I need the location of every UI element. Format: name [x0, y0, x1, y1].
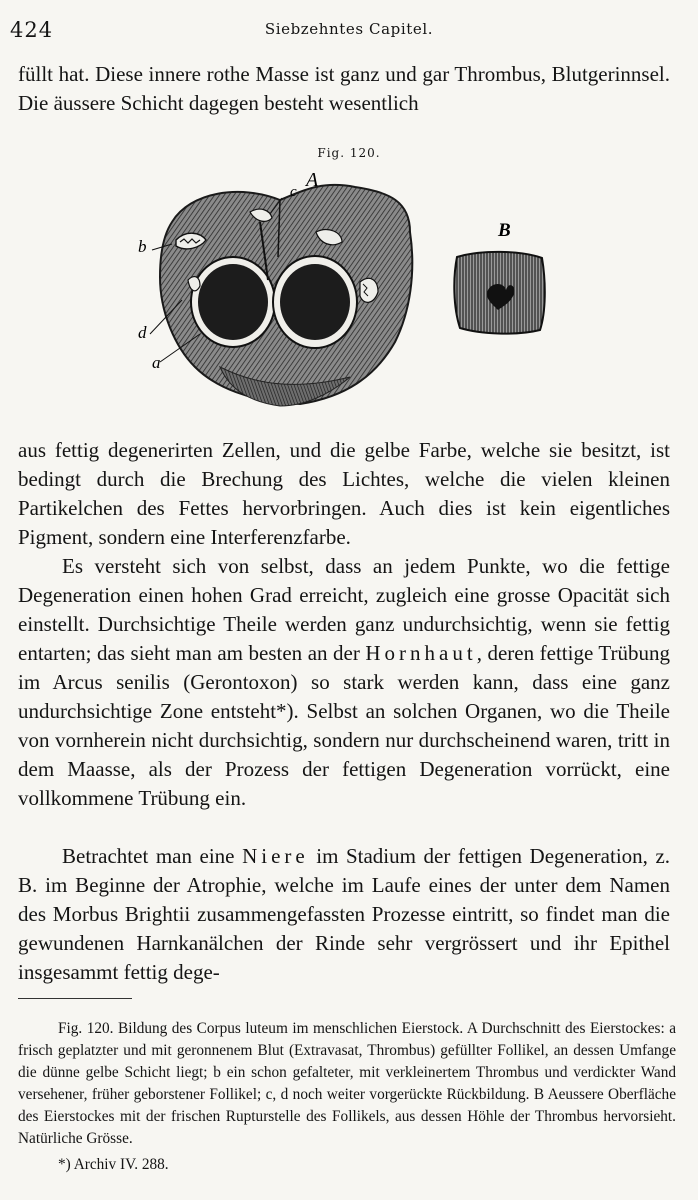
emphasis-hornhaut: Hornhaut [365, 641, 477, 665]
paragraph-1: füllt hat. Diese innere rothe Masse ist ganz und gar Thrombus, Blutgerinnsel. Die äussere Schicht dagegen besteht wesentlich [18, 62, 670, 115]
paragraph-4 [18, 842, 670, 987]
label-B: B [498, 220, 511, 241]
label-a: a [152, 353, 161, 372]
paragraph-3-text-2: , deren fettige Trübung im Arcus senilis (Gerontoxon) so stark werden kann, dass eine ganz undurchsichtige Zone entsteht*). Selbst an solchen Organen, wo die Theile von vornherein nicht durchsichtig, sondern nur durchscheinend waren, tritt in dem Maasse, als der Prozess der fettigen Degeneration vorrückt, eine vollkommene Trübung ein. [18, 641, 671, 810]
page-header [10, 12, 688, 42]
emphasis-niere: Niere [242, 844, 309, 868]
paragraph-4-text-1: Betrachtet man eine [62, 844, 235, 868]
figure-caption: Fig. 120. Bildung des Corpus luteum im menschlichen Eierstock. A Durchschnitt des Eierstockes: a frisch geplatzter und mit geronnenem Blut (Extravasat, Thrombus) gefüllter Follikel, an dessen Umfange die dünne gelbe Schicht liegt; b ein schon gefalteter, mit verkleinertem Thrombus und verdickter Wand versehener, früher geborstener Follikel; c, d noch weiter vorgerückte Rückbildung. B Aeussere Oberfläche des Eierstockes mit der frischen Rupturstelle des Follikels, aus dessen Höhle der Thrombus hervorsieht. Natürliche Grösse. [18, 1020, 676, 1147]
figure-120 [0, 140, 698, 430]
label-c: c [290, 184, 297, 200]
running-title: Siebzehntes Capitel. [264, 20, 434, 38]
page-number: 424 [10, 18, 54, 42]
ovary-illustration [120, 162, 560, 412]
footnote: *) Archiv IV. 288. [58, 1156, 169, 1173]
paragraph-3-text-1: Es versteht sich von selbst, dass an jedem Punkte, wo die fettige Degeneration einen hohen Grad erreicht, zugleich eine grosse Opacität sich einstellt. Durchsichtige Theile werden ganz undurchsichtig, wenn sie fettig entarten; das sieht man am besten an der [18, 554, 670, 665]
figure-label: Fig. 120. [317, 146, 381, 160]
paragraph-3 [18, 552, 670, 813]
footnote-divider [18, 998, 132, 999]
paragraph-4-text-2: im Stadium der fettigen Degeneration, z. B. im Beginne der Atrophie, welche im Laufe eines der unter dem Namen des Morbus Brightii zusammengefassten Prozesse eintritt, so findet man die gewundenen Harnkanälchen der Rinde sehr vergrössert und ihr Epithel insgesammt fettig dege- [18, 844, 671, 984]
label-d: d [138, 323, 147, 342]
paragraph-2: aus fettig degenerirten Zellen, und die gelbe Farbe, welche sie besitzt, ist bedingt durch die Brechung des Lichtes, welche die vielen kleinen Partikelchen des Fettes hervorbringen. Auch dies ist kein eigentliches Pigment, sondern eine Interferenzfarbe. [18, 438, 670, 549]
label-b: b [138, 237, 147, 256]
label-A: A [306, 169, 319, 191]
